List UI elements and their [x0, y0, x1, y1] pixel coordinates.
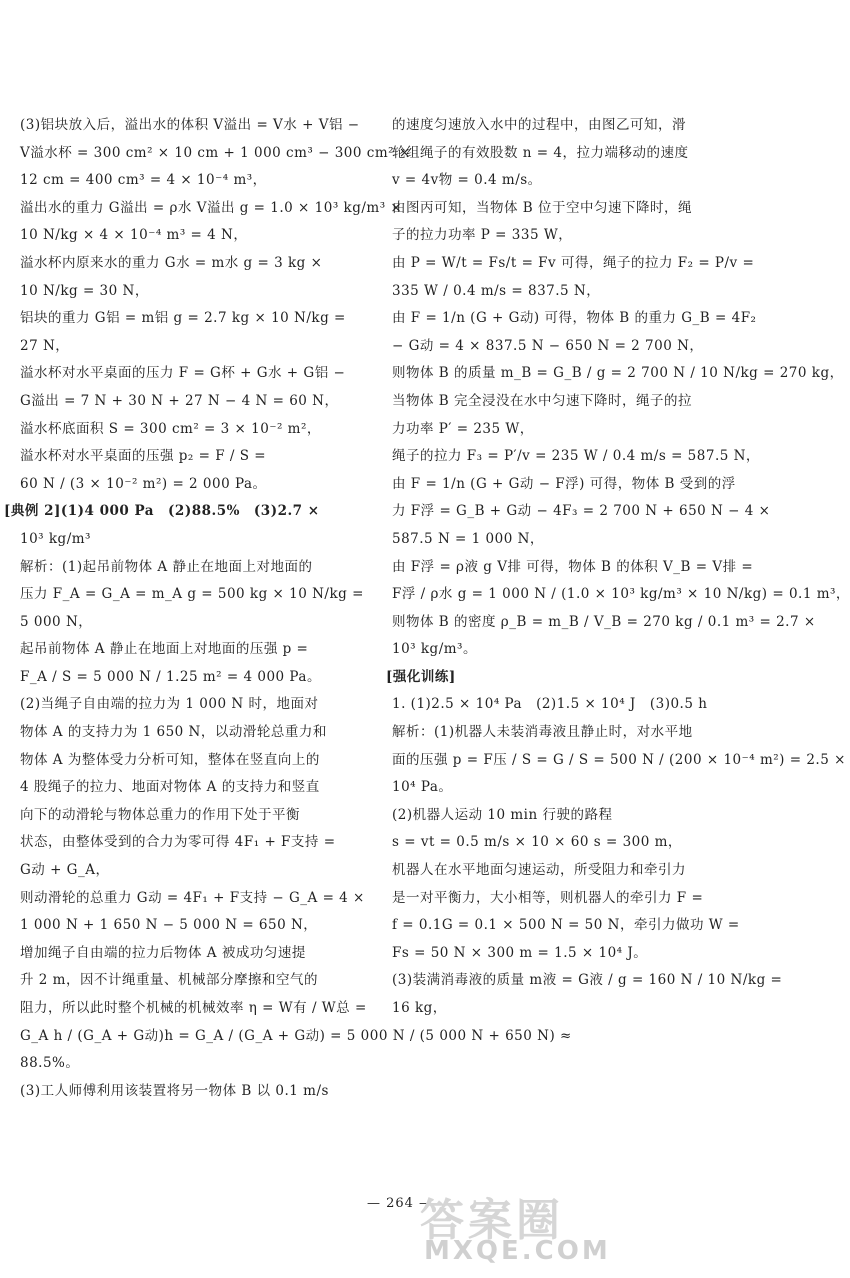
text-line: 溢水杯底面积 S = 300 cm² = 3 × 10⁻² m²，	[20, 420, 321, 437]
text-line: 1. (1)2.5 × 10⁴ Pa (2)1.5 × 10⁴ J (3)0.5 h	[392, 696, 708, 713]
text-line: 5 000 N，	[20, 613, 93, 630]
text-line: − G动 = 4 × 837.5 N − 650 N = 2 700 N，	[392, 337, 704, 354]
text-line: (3)工人师傅利用该装置将另一物体 B 以 0.1 m/s	[20, 1082, 329, 1099]
text-line: 16 kg，	[392, 1000, 447, 1016]
text-line: 溢水杯对水平桌面的压强 p₂ = F / S =	[20, 448, 267, 465]
text-line: 则物体 B 的质量 m_B = G_B / g = 2 700 N / 10 N/kg = 270 kg，	[392, 365, 844, 382]
text-line: 10³ kg/m³。	[392, 641, 477, 658]
text-line: 向下的动滑轮与物体总重力的作用下处于平衡	[20, 806, 300, 823]
text-line: 587.5 N = 1 000 N，	[392, 530, 544, 547]
text-line: 10 N/kg = 30 N，	[20, 282, 149, 299]
text-line: (2)机器人运动 10 min 行驶的路程	[392, 806, 613, 823]
text-line: 压力 F_A = G_A = m_A g = 500 kg × 10 N/kg =	[20, 586, 364, 603]
text-line: 阻力，所以此时整个机械的机械效率 η = W有 / W总 =	[20, 1000, 367, 1016]
text-line: 当物体 B 完全浸没在水中匀速下降时，绳子的拉	[392, 392, 693, 409]
text-line: 由 F浮 = ρ液 g V排 可得，物体 B 的体积 V_B = V排 =	[392, 558, 754, 575]
text-line: f = 0.1G = 0.1 × 500 N = 50 N，牵引力做功 W =	[392, 917, 740, 934]
text-line: 起吊前物体 A 静止在地面上对地面的压强 p =	[20, 641, 309, 658]
text-line: 10³ kg/m³	[20, 530, 91, 547]
text-line: 由 F = 1/n (G + G动) 可得，物体 B 的重力 G_B = 4F₂	[392, 310, 757, 327]
text-line: s = vt = 0.5 m/s × 10 × 60 s = 300 m，	[392, 834, 682, 851]
text-line: 10 N/kg × 4 × 10⁻⁴ m³ = 4 N，	[20, 227, 248, 244]
text-line: 增加绳子自由端的拉力后物体 A 被成功匀速提	[20, 944, 306, 961]
text-line: G溢出 = 7 N + 30 N + 27 N − 4 N = 60 N，	[20, 392, 339, 409]
page-number: — 264 —	[366, 1196, 434, 1211]
text-line: 由 P = W/t = Fs/t = Fv 可得，绳子的拉力 F₂ = P/v =	[392, 254, 755, 271]
text-line: 解析：(1)起吊前物体 A 静止在地面上对地面的	[20, 558, 313, 575]
text-line: 4 股绳子的拉力、地面对物体 A 的支持力和竖直	[20, 779, 320, 796]
text-line: 状态，由整体受到的合力为零可得 4F₁ + F支持 =	[20, 834, 336, 851]
text-line: F_A / S = 5 000 N / 1.25 m² = 4 000 Pa。	[20, 668, 321, 685]
text-line: 溢出水的重力 G溢出 = ρ水 V溢出 g = 1.0 × 10³ kg/m³ ×	[20, 199, 403, 216]
text-line: 10⁴ Pa。	[392, 779, 453, 796]
text-line: 60 N / (3 × 10⁻² m²) = 2 000 Pa。	[20, 475, 267, 492]
text-line: (3)铝块放入后，溢出水的体积 V溢出 = V水 + V铝 −	[20, 117, 360, 133]
text-line: 12 cm = 400 cm³ = 4 × 10⁻⁴ m³，	[20, 172, 267, 189]
watermark-title: 答案圈	[420, 1195, 564, 1246]
text-line: G动 + G_A，	[20, 862, 110, 879]
text-line: 子的拉力功率 P = 335 W，	[392, 227, 573, 244]
text-line: (2)当绳子自由端的拉力为 1 000 N 时，地面对	[20, 696, 319, 713]
text-line: 升 2 m，因不计绳重量、机械部分摩擦和空气的	[20, 972, 318, 989]
text-line: 由 F = 1/n (G + G动 − F浮) 可得，物体 B 受到的浮	[392, 475, 736, 492]
text-line: 物体 A 为整体受力分析可知，整体在竖直向上的	[20, 751, 320, 768]
text-line: 绳子的拉力 F₃ = P′/v = 235 W / 0.4 m/s = 587.5 N，	[392, 448, 760, 465]
text-line: 是一对平衡力，大小相等，则机器人的牵引力 F =	[392, 889, 704, 906]
text-line: 物体 A 的支持力为 1 650 N，以动滑轮总重力和	[20, 724, 327, 741]
text-line: 的速度匀速放入水中的过程中，由图乙可知，滑	[392, 117, 686, 133]
text-line: v = 4v物 = 0.4 m/s。	[392, 172, 542, 189]
text-line: 则物体 B 的密度 ρ_B = m_B / V_B = 270 kg / 0.1 m³ = 2.7 ×	[392, 613, 816, 630]
text-line: (3)装满消毒液的质量 m液 = G液 / g = 160 N / 10 N/kg =	[392, 972, 783, 989]
text-line: 机器人在水平地面匀速运动，所受阻力和牵引力	[392, 862, 686, 879]
watermark-url: MXQE.COM	[424, 1236, 611, 1266]
text-line: 由图丙可知，当物体 B 位于空中匀速下降时，绳	[392, 199, 693, 216]
text-line: 则动滑轮的总重力 G动 = 4F₁ + F支持 − G_A = 4 ×	[20, 889, 365, 906]
example-heading: [典例 2](1)4 000 Pa (2)88.5% (3)2.7 ×	[4, 503, 320, 520]
text-line: Fs = 50 N × 300 m = 1.5 × 10⁴ J。	[392, 944, 648, 961]
text-line: V溢水杯 = 300 cm² × 10 cm + 1 000 cm³ − 300 cm² ×	[20, 144, 411, 161]
text-line: 1 000 N + 1 650 N − 5 000 N = 650 N，	[20, 917, 318, 934]
text-line: F浮 / ρ水 g = 1 000 N / (1.0 × 10³ kg/m³ × 10 N/kg) = 0.1 m³，	[392, 586, 850, 603]
text-line: 解析：(1)机器人未装消毒液且静止时，对水平地	[392, 724, 693, 741]
right-column	[386, 112, 850, 1023]
text-line: G_A h / (G_A + G动)h = G_A / (G_A + G动) = 5 000 N / (5 000 N + 650 N) ≈	[20, 1027, 572, 1044]
watermark	[420, 1184, 780, 1270]
text-line: 88.5%。	[20, 1055, 80, 1072]
text-line: 力功率 P′ = 235 W，	[392, 420, 534, 437]
text-line: 27 N，	[20, 337, 70, 354]
text-line: 铝块的重力 G铝 = m铝 g = 2.7 kg × 10 N/kg =	[20, 310, 346, 327]
text-line: 轮组绳子的有效股数 n = 4，拉力端移动的速度	[392, 144, 689, 161]
text-line: 335 W / 0.4 m/s = 837.5 N，	[392, 282, 601, 299]
section-heading: [强化训练]	[386, 668, 456, 685]
text-line: 面的压强 p = F压 / S = G / S = 500 N / (200 × 10⁻⁴ m²) = 2.5 ×	[392, 751, 846, 768]
text-line: 力 F浮 = G_B + G动 − 4F₃ = 2 700 N + 650 N − 4 ×	[392, 503, 771, 520]
text-line: 溢水杯对水平桌面的压力 F = G杯 + G水 + G铝 −	[20, 365, 346, 382]
text-line: 溢水杯内原来水的重力 G水 = m水 g = 3 kg ×	[20, 254, 323, 271]
